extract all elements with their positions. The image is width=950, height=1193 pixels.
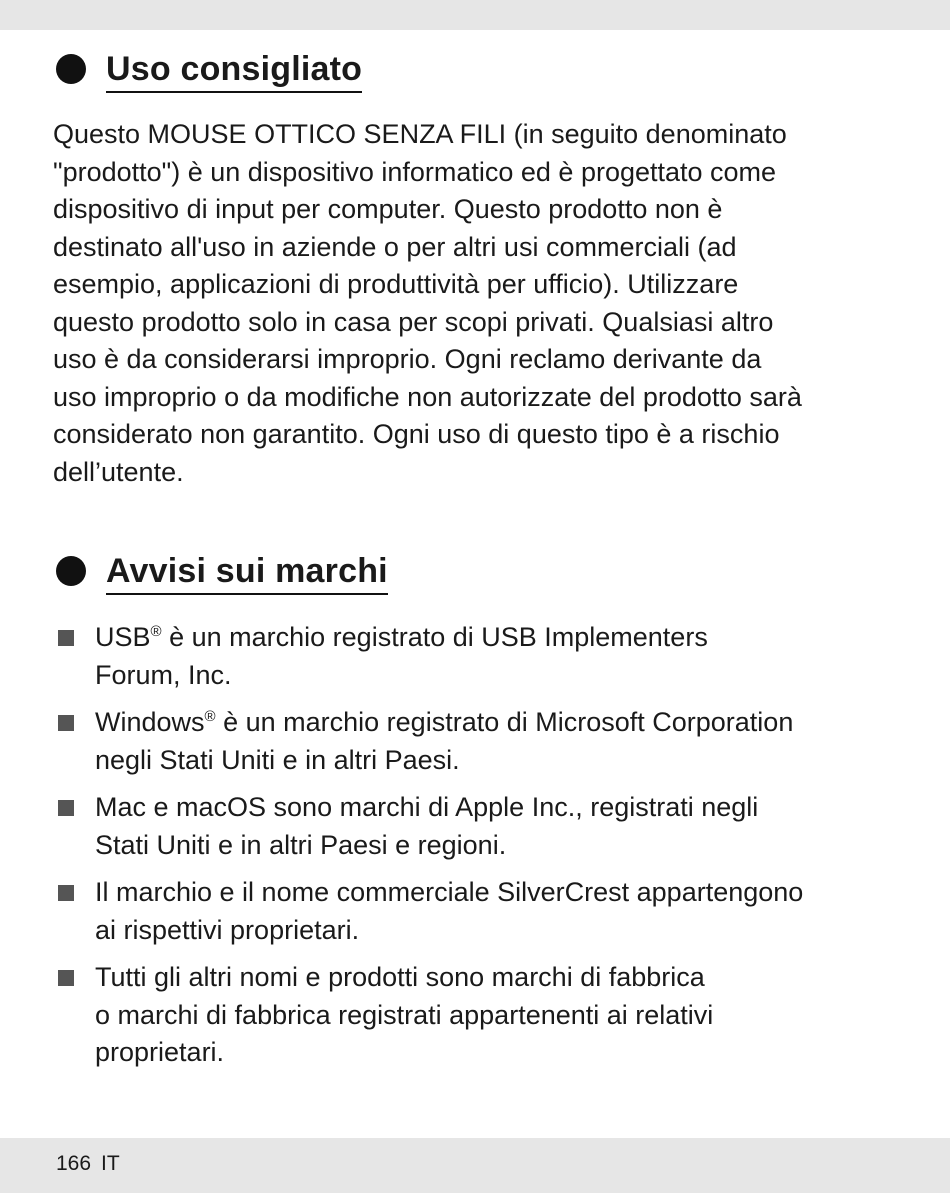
square-bullet-icon [58, 630, 74, 646]
trademark-list [58, 619, 898, 1082]
section-title: Uso consigliato [106, 50, 362, 93]
item-text: è un marchio registrato di USB Implementers [161, 622, 708, 652]
section-heading-intended-use [56, 50, 362, 93]
brand-name: Windows [95, 707, 205, 737]
brand-name: USB [95, 622, 151, 652]
paragraph-line: dispositivo di input per computer. Questo prodotto non è [53, 194, 723, 224]
paragraph-line: esempio, applicazioni di produttività per ufficio). Utilizzare [53, 269, 739, 299]
registered-mark: ® [204, 708, 216, 725]
item-line [95, 619, 898, 657]
square-bullet-icon [58, 885, 74, 901]
section-title: Avvisi sui marchi [106, 552, 388, 595]
paragraph-line: dell’utente. [53, 456, 184, 487]
item-line: Mac e macOS sono marchi di Apple Inc., registrati negli [95, 792, 759, 822]
bullet-dot-icon [56, 54, 86, 84]
item-line [95, 704, 898, 742]
item-line: Forum, Inc. [95, 659, 232, 690]
language-code: IT [101, 1152, 120, 1175]
paragraph-line: uso è da considerarsi improprio. Ogni reclamo derivante da [53, 344, 762, 374]
intended-use-paragraph [53, 116, 883, 491]
top-margin-band [0, 0, 950, 30]
trademark-item-others [58, 959, 898, 1072]
paragraph-line: considerato non garantito. Ogni uso di questo tipo è a rischio [53, 419, 780, 449]
item-text: è un marchio registrato di Microsoft Corporation [215, 707, 794, 737]
square-bullet-icon [58, 800, 74, 816]
item-line: negli Stati Uniti e in altri Paesi. [95, 744, 460, 775]
paragraph-line: questo prodotto solo in casa per scopi privati. Qualsiasi altro [53, 306, 774, 337]
item-line: Il marchio e il nome commerciale SilverCrest appartengono [95, 877, 804, 907]
trademark-item-apple [58, 789, 898, 864]
trademark-item-silvercrest [58, 874, 898, 949]
item-line: Tutti gli altri nomi e prodotti sono marchi di fabbrica [95, 962, 705, 992]
bullet-dot-icon [56, 556, 86, 586]
paragraph-line: uso improprio o da modifiche non autorizzate del prodotto sarà [53, 381, 802, 412]
item-line: ai rispettivi proprietari. [95, 914, 360, 945]
item-line: proprietari. [95, 1037, 225, 1067]
paragraph-line: destinato all'uso in aziende o per altri usi commerciali (ad [53, 231, 737, 262]
paragraph-line: Questo MOUSE OTTICO SENZA FILI (in seguito denominato [53, 119, 787, 149]
trademark-item-windows [58, 704, 898, 779]
square-bullet-icon [58, 715, 74, 731]
footer-band [0, 1138, 950, 1193]
trademark-item-usb [58, 619, 898, 694]
item-line: Stati Uniti e in altri Paesi e regioni. [95, 829, 507, 860]
paragraph-line: "prodotto") è un dispositivo informatico ed è progettato come [53, 156, 777, 187]
page-number: 166 [56, 1152, 92, 1175]
item-line: o marchi di fabbrica registrati appartenenti ai relativi [95, 999, 714, 1030]
section-heading-trademarks [56, 552, 388, 595]
square-bullet-icon [58, 970, 74, 986]
page-footer [56, 1152, 120, 1176]
registered-mark: ® [150, 623, 162, 640]
